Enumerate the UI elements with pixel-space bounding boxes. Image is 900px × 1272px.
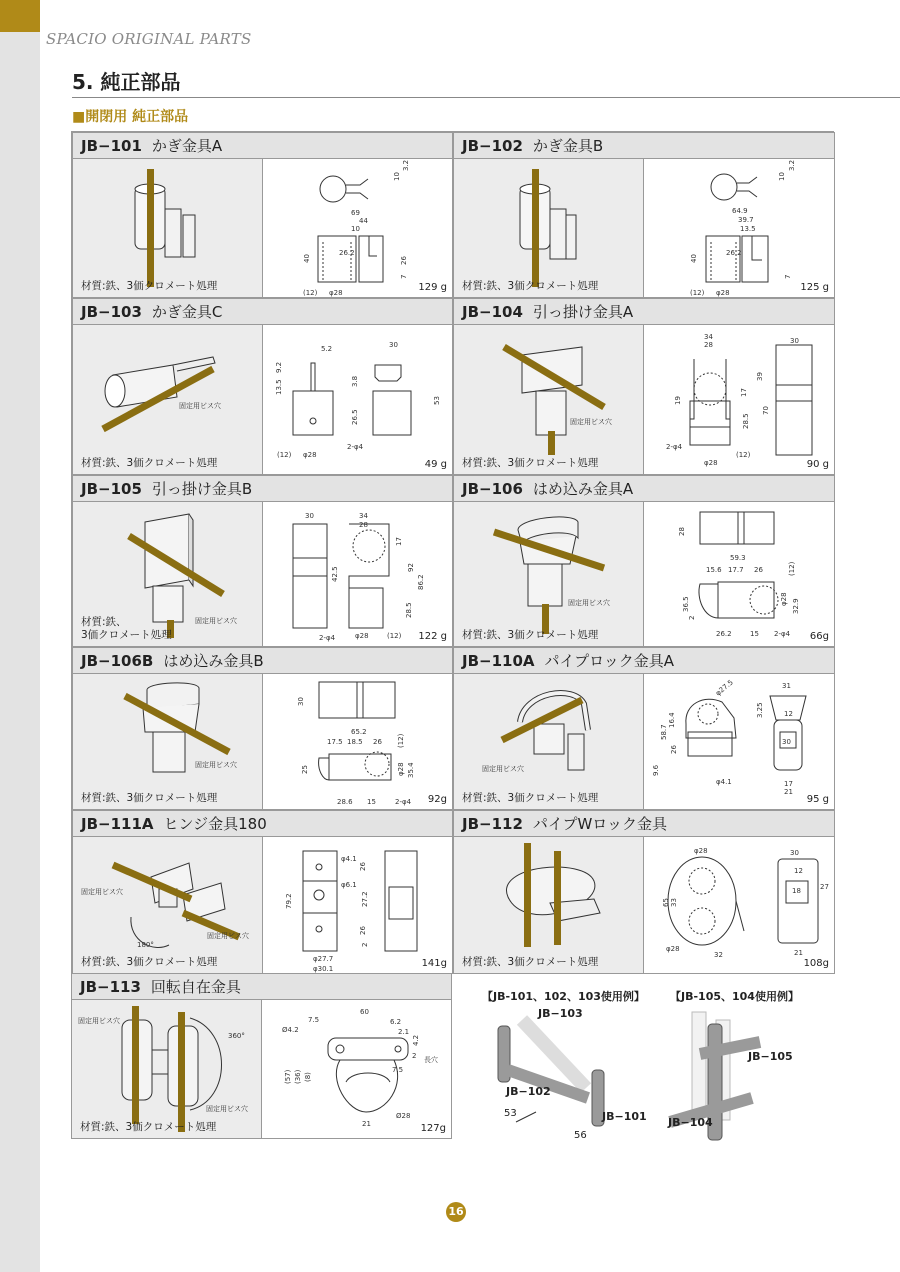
dim-label: 18 bbox=[792, 887, 801, 895]
dim-label: 30 bbox=[389, 341, 398, 349]
dim-label: φ28 bbox=[780, 592, 788, 606]
part-card-jb111a bbox=[72, 810, 453, 974]
dim-label: 31 bbox=[782, 682, 791, 690]
dim-label: 70 bbox=[762, 406, 770, 415]
part-header bbox=[73, 811, 452, 837]
dim-label: 2-φ4 bbox=[666, 443, 683, 451]
part-weight: 66g bbox=[809, 631, 829, 642]
example-dim: 53 bbox=[504, 1108, 517, 1119]
dim-label: φ28 bbox=[397, 762, 405, 776]
dim-label: 21 bbox=[362, 1120, 371, 1128]
dim-label: 17 bbox=[395, 537, 403, 546]
hole-label: 固定用ビス穴 bbox=[568, 599, 610, 607]
dim-label: φ28 bbox=[694, 847, 708, 855]
part-name: はめ込み金具A bbox=[532, 480, 634, 498]
part-header bbox=[454, 133, 834, 159]
part-material: 材質:鉄、3価クロメート処理 bbox=[81, 956, 218, 968]
example-label: JB−104 bbox=[668, 1116, 713, 1129]
part-name: かぎ金具C bbox=[151, 303, 223, 321]
dim-label: 30 bbox=[790, 849, 799, 857]
dim-label: 長穴 bbox=[424, 1056, 438, 1064]
part-card-jb104 bbox=[453, 298, 835, 475]
dim-label: 86.2 bbox=[417, 574, 425, 590]
part-code: JB−113 bbox=[80, 978, 141, 996]
part-name: 回転自在金具 bbox=[150, 978, 241, 996]
sub-title: ■開閉用 純正部品 bbox=[72, 109, 189, 125]
part-code: JB−101 bbox=[81, 137, 142, 155]
part-name: パイプWロック金具 bbox=[532, 815, 667, 833]
hole-label: 固定用ビス穴 bbox=[78, 1017, 120, 1025]
dim-label: 26 bbox=[754, 566, 763, 574]
dim-label: 2 bbox=[688, 615, 696, 620]
dim-label: 3.25 bbox=[756, 702, 764, 718]
dim-label: 42.5 bbox=[331, 566, 339, 582]
part-card-jb103 bbox=[72, 298, 453, 475]
side-band bbox=[0, 0, 40, 1272]
example-dim: 56 bbox=[574, 1130, 587, 1141]
hole-label: 固定用ビス穴 bbox=[179, 402, 221, 410]
part-weight: 141g bbox=[421, 958, 447, 969]
dim-label: 39 bbox=[756, 372, 764, 381]
dim-label: 2 bbox=[412, 1052, 417, 1060]
dim-label: (12) bbox=[303, 289, 318, 297]
usage-examples bbox=[456, 980, 900, 1160]
dim-label: 7.5 bbox=[308, 1016, 320, 1024]
part-material: 材質:鉄、3価クロメート処理 bbox=[462, 280, 599, 292]
dim-label: (12) bbox=[736, 451, 751, 459]
dim-label: 10 bbox=[351, 225, 360, 233]
part-photo bbox=[73, 159, 263, 297]
dim-label: φ28 bbox=[716, 289, 730, 297]
dim-label: 58.7 bbox=[660, 724, 668, 740]
dim-label: 32.9 bbox=[792, 598, 800, 614]
dim-label: 12 bbox=[784, 710, 793, 718]
dim-label: 44 bbox=[359, 217, 368, 225]
example-label: JB−103 bbox=[538, 1007, 583, 1020]
part-drawing bbox=[644, 159, 834, 297]
dim-label: 3.8 bbox=[351, 375, 359, 387]
part-name: かぎ金具A bbox=[151, 137, 223, 155]
hole-label: 固定用ビス穴 bbox=[482, 765, 524, 773]
dim-label: 27 bbox=[820, 883, 829, 891]
part-drawing bbox=[263, 502, 452, 646]
part-code: JB−104 bbox=[462, 303, 523, 321]
part-header bbox=[72, 974, 451, 1000]
dim-label: 28 bbox=[359, 521, 368, 529]
dim-label: 17 bbox=[784, 780, 793, 788]
dim-label: 12 bbox=[794, 867, 803, 875]
dim-label: 2-φ4 bbox=[347, 443, 364, 451]
dim-label: 21 bbox=[794, 949, 803, 957]
part-photo bbox=[73, 837, 263, 973]
dim-label: 33 bbox=[670, 898, 678, 907]
dim-label: 35.4 bbox=[407, 762, 415, 778]
dim-label: 28 bbox=[678, 527, 686, 536]
dim-label: 65.2 bbox=[351, 728, 367, 736]
part-name: ヒンジ金具180 bbox=[163, 815, 267, 833]
part-weight: 127g bbox=[420, 1123, 446, 1134]
dim-label: 15 bbox=[750, 630, 759, 638]
part-drawing bbox=[263, 159, 452, 297]
part-material: 材質:鉄、3価クロメート処理 bbox=[81, 457, 218, 469]
part-code: JB−102 bbox=[462, 137, 523, 155]
part-code: JB−103 bbox=[81, 303, 142, 321]
dim-label: φ28 bbox=[704, 459, 718, 467]
dim-label: (12) bbox=[690, 289, 705, 297]
dim-label: φ27.5 bbox=[714, 678, 735, 698]
part-card-jb112 bbox=[453, 810, 835, 974]
part-material bbox=[81, 616, 172, 642]
dim-label: 2-φ4 bbox=[774, 630, 791, 638]
part-code: JB−112 bbox=[462, 815, 523, 833]
part-photo bbox=[454, 502, 644, 646]
hole-label: 固定用ビス穴 bbox=[81, 888, 123, 896]
part-material: 材質:鉄、3価クロメート処理 bbox=[81, 792, 218, 804]
dim-label: 26 bbox=[359, 862, 367, 871]
part-drawing bbox=[644, 674, 834, 809]
part-photo bbox=[454, 325, 644, 474]
dim-label: 13.5 bbox=[740, 225, 756, 233]
part-drawing bbox=[263, 674, 452, 809]
dim-label: 6.2 bbox=[390, 1018, 402, 1026]
part-name: かぎ金具B bbox=[532, 137, 604, 155]
dim-label: 10 bbox=[393, 172, 401, 181]
part-material: 材質:鉄、3価クロメート処理 bbox=[462, 457, 599, 469]
section-rule bbox=[72, 97, 900, 98]
dim-label: 34 bbox=[359, 512, 368, 520]
dim-label: 7 bbox=[400, 274, 408, 279]
dim-label: 59.3 bbox=[730, 554, 746, 562]
dim-label: 28 bbox=[704, 341, 713, 349]
dim-label: 19 bbox=[674, 396, 682, 405]
part-code: JB−106 bbox=[462, 480, 523, 498]
dim-label: 26 bbox=[670, 745, 678, 754]
part-header bbox=[73, 299, 452, 325]
part-photo bbox=[454, 837, 644, 973]
part-code: JB−106B bbox=[81, 652, 154, 670]
part-weight: 90 g bbox=[806, 459, 829, 470]
dim-label: 21 bbox=[784, 788, 793, 796]
dim-label: 26 bbox=[359, 926, 367, 935]
part-code: JB−111A bbox=[81, 815, 154, 833]
dim-label: 26.2 bbox=[726, 249, 742, 257]
dim-label: 30 bbox=[782, 738, 791, 746]
part-card-jb105 bbox=[72, 475, 453, 647]
material-line: 3価クロメート処理 bbox=[81, 629, 172, 641]
dim-label: 27.2 bbox=[361, 891, 369, 907]
dim-label: φ28 bbox=[329, 289, 343, 297]
dim-label: (12) bbox=[277, 451, 292, 459]
dim-label: 2-φ4 bbox=[319, 634, 336, 642]
dim-label: 15 bbox=[367, 798, 376, 806]
page-number: 16 bbox=[446, 1202, 466, 1222]
part-header bbox=[454, 811, 834, 837]
dim-label: 28.6 bbox=[337, 798, 353, 806]
part-weight: 49 g bbox=[424, 459, 447, 470]
dim-label: 3.2 bbox=[402, 159, 410, 171]
hole-label: 固定用ビス穴 bbox=[195, 761, 237, 769]
part-photo bbox=[454, 159, 644, 297]
part-material: 材質:鉄、3価クロメート処理 bbox=[462, 956, 599, 968]
part-code: JB−105 bbox=[81, 480, 142, 498]
part-material: 材質:鉄、3価クロメート処理 bbox=[462, 629, 599, 641]
part-weight: 92g bbox=[427, 794, 447, 805]
part-photo bbox=[73, 674, 263, 809]
part-photo bbox=[72, 1000, 262, 1138]
dim-label: (57) bbox=[284, 1069, 292, 1084]
part-name: はめ込み金具B bbox=[163, 652, 264, 670]
dim-label: 3.2 bbox=[788, 159, 796, 171]
rotation-angle: 360° bbox=[228, 1032, 245, 1040]
hole-label: 固定用ビス穴 bbox=[206, 1105, 248, 1113]
dim-label: 9.2 bbox=[275, 361, 283, 373]
part-header bbox=[454, 648, 834, 674]
part-card-jb113 bbox=[71, 973, 452, 1139]
material-line: 材質:鉄、 bbox=[81, 616, 127, 628]
part-drawing bbox=[263, 325, 452, 474]
dim-label: (12) bbox=[788, 561, 796, 576]
dim-label: 30 bbox=[790, 337, 799, 345]
hole-label: 固定用ビス穴 bbox=[207, 932, 249, 940]
hole-label: 固定用ビス穴 bbox=[570, 418, 612, 426]
side-tab bbox=[0, 0, 40, 32]
dim-label: 26.2 bbox=[339, 249, 355, 257]
dim-label: 4.2 bbox=[412, 1034, 420, 1046]
part-header bbox=[73, 133, 452, 159]
dim-label: 13.5 bbox=[275, 379, 283, 395]
part-drawing bbox=[644, 502, 834, 646]
dim-label: 5.2 bbox=[321, 345, 333, 353]
part-card-jb106 bbox=[453, 475, 835, 647]
example-title-left: 【JB-101、102、103使用例】 bbox=[482, 990, 645, 1003]
dim-label: φ28 bbox=[303, 451, 317, 459]
dim-label: (12) bbox=[397, 733, 405, 748]
part-material: 材質:鉄、3価クロメート処理 bbox=[81, 280, 218, 292]
dim-label: (8) bbox=[304, 1072, 312, 1082]
dim-label: (12) bbox=[387, 632, 402, 640]
dim-label: φ4.1 bbox=[341, 855, 357, 863]
part-card-jb110a bbox=[453, 647, 835, 810]
dim-label: 30 bbox=[297, 697, 305, 706]
part-weight: 95 g bbox=[806, 794, 829, 805]
dim-label: 64.9 bbox=[732, 207, 748, 215]
part-weight: 129 g bbox=[418, 282, 447, 293]
dim-label: 28.5 bbox=[742, 413, 750, 429]
dim-label: 10 bbox=[778, 172, 786, 181]
brand-header: SPACIO ORIGINAL PARTS bbox=[46, 30, 252, 48]
parts-grid bbox=[71, 131, 834, 973]
dim-label: φ6.1 bbox=[341, 881, 357, 889]
part-material: 材質:鉄、3価クロメート処理 bbox=[462, 792, 599, 804]
dim-label: 9.6 bbox=[652, 764, 660, 776]
part-card-jb106b bbox=[72, 647, 453, 810]
dim-label: 2 bbox=[361, 942, 369, 947]
example-label: JB−102 bbox=[506, 1085, 551, 1098]
dim-label: 53 bbox=[433, 396, 441, 405]
part-header bbox=[73, 648, 452, 674]
part-weight: 108g bbox=[803, 958, 829, 969]
dim-label: 30 bbox=[305, 512, 314, 520]
part-name: 引っ掛け金具A bbox=[532, 303, 634, 321]
dim-label: 17.5 bbox=[327, 738, 343, 746]
dim-label: 34 bbox=[704, 333, 713, 341]
dim-label: 79.2 bbox=[285, 893, 293, 909]
dim-label: φ4.1 bbox=[716, 778, 732, 786]
part-material: 材質:鉄、3価クロメート処理 bbox=[80, 1121, 217, 1133]
dim-label: 18.5 bbox=[347, 738, 363, 746]
dim-label: φ27.7 bbox=[313, 955, 334, 963]
dim-label: 25 bbox=[301, 765, 309, 774]
hole-label: 固定用ビス穴 bbox=[195, 617, 237, 625]
part-name: 引っ掛け金具B bbox=[151, 480, 253, 498]
part-photo bbox=[454, 674, 644, 809]
dim-label: 7.5 bbox=[392, 1066, 404, 1074]
dim-label: 15.6 bbox=[706, 566, 722, 574]
dim-label: 40 bbox=[690, 254, 698, 263]
dim-label: 26 bbox=[400, 256, 408, 265]
usage-illustration bbox=[456, 980, 900, 1160]
dim-label: 2-φ4 bbox=[395, 798, 412, 806]
dim-label: 92 bbox=[407, 563, 415, 572]
part-weight: 122 g bbox=[418, 631, 447, 642]
dim-label: 17.7 bbox=[728, 566, 744, 574]
example-title-right: 【JB-105、104使用例】 bbox=[670, 990, 799, 1003]
dim-label: φ28 bbox=[666, 945, 680, 953]
dim-label: 7 bbox=[784, 274, 792, 279]
dim-label: φ28 bbox=[355, 632, 369, 640]
dim-label: 2.1 bbox=[398, 1028, 410, 1036]
dim-label: 16.4 bbox=[668, 712, 676, 728]
part-code: JB−110A bbox=[462, 652, 535, 670]
dim-label: 26 bbox=[373, 738, 382, 746]
part-header bbox=[73, 476, 452, 502]
part-header bbox=[454, 299, 834, 325]
dim-label: 32 bbox=[714, 951, 723, 959]
dim-label: 26.2 bbox=[716, 630, 732, 638]
dim-label: 39.7 bbox=[738, 216, 754, 224]
part-photo bbox=[73, 502, 263, 646]
part-photo bbox=[73, 325, 263, 474]
part-drawing bbox=[262, 1000, 451, 1138]
dim-label: φ30.1 bbox=[313, 965, 334, 973]
dim-label: (36) bbox=[294, 1069, 302, 1084]
part-name: パイプロック金具A bbox=[544, 652, 675, 670]
dim-label: Ø4.2 bbox=[282, 1026, 299, 1034]
dim-label: 40 bbox=[303, 254, 311, 263]
dim-label: 60 bbox=[360, 1008, 369, 1016]
part-card-jb102 bbox=[453, 132, 835, 298]
dim-label: 69 bbox=[351, 209, 360, 217]
rotation-angle: 180° bbox=[137, 941, 154, 949]
part-header bbox=[454, 476, 834, 502]
part-card-jb101 bbox=[72, 132, 453, 298]
dim-label: 28.5 bbox=[405, 602, 413, 618]
dim-label: 17 bbox=[740, 388, 748, 397]
dim-label: 26.5 bbox=[351, 409, 359, 425]
dim-label: Ø28 bbox=[396, 1112, 411, 1120]
part-drawing bbox=[263, 837, 452, 973]
section-title: 5. 純正部品 bbox=[72, 70, 181, 94]
dim-label: 65 bbox=[662, 898, 670, 907]
part-weight: 125 g bbox=[800, 282, 829, 293]
part-drawing bbox=[644, 325, 834, 474]
dim-label: 36.5 bbox=[682, 596, 690, 612]
part-drawing bbox=[644, 837, 834, 973]
example-label: JB−105 bbox=[748, 1050, 793, 1063]
example-label: JB−101 bbox=[602, 1110, 647, 1123]
